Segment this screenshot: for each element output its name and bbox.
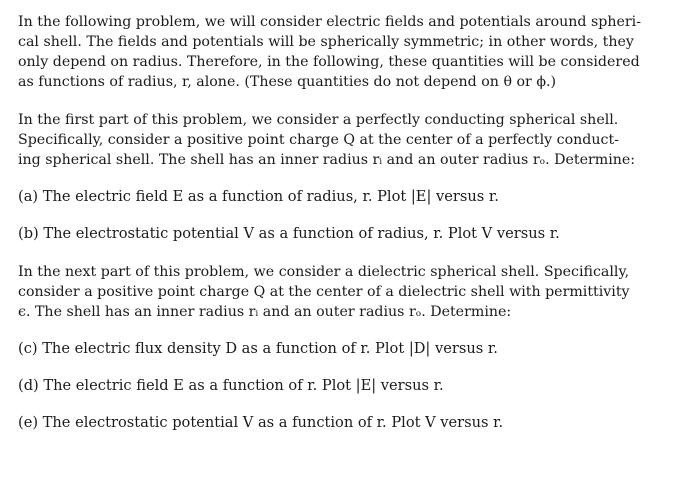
intro-paragraph: [18, 12, 680, 92]
text-line: Specifically, consider a positive point charge Q at the center of a perfectly conduct-: [18, 132, 619, 148]
question-b: (b) The electrostatic potential V as a function of radius, r. Plot V versus r.: [18, 225, 560, 242]
text-line: as functions of radius, r, alone. (These quantities do not depend on θ or ϕ.): [18, 74, 557, 90]
text-line: In the next part of this problem, we consider a dielectric spherical shell. Specifically,: [18, 264, 630, 280]
text-line: cal shell. The fields and potentials will be spherically symmetric; in other words, they: [18, 34, 634, 50]
dielectric-shell-paragraph: [18, 262, 680, 322]
question-c: (c) The electric flux density D as a function of r. Plot |D| versus r.: [18, 340, 498, 357]
question-e: (e) The electrostatic potential V as a function of r. Plot V versus r.: [18, 414, 504, 431]
text-line: In the following problem, we will consider electric fields and potentials around spheri-: [18, 14, 641, 30]
question-d: (d) The electric field E as a function of r. Plot |E| versus r.: [18, 377, 444, 394]
question-a: (a) The electric field E as a function of radius, r. Plot |E| versus r.: [18, 188, 499, 205]
text-line: ϵ. The shell has an inner radius rᵢ and an outer radius rₒ. Determine:: [18, 304, 512, 320]
text-line: In the first part of this problem, we consider a perfectly conducting spherical shell.: [18, 112, 619, 128]
text-line: ing spherical shell. The shell has an inner radius rᵢ and an outer radius rₒ. Determine:: [18, 152, 636, 168]
text-line: consider a positive point charge Q at the center of a dielectric shell with permittivity: [18, 284, 630, 300]
conducting-shell-paragraph: [18, 110, 680, 170]
text-line: only depend on radius. Therefore, in the following, these quantities will be considered: [18, 54, 640, 70]
